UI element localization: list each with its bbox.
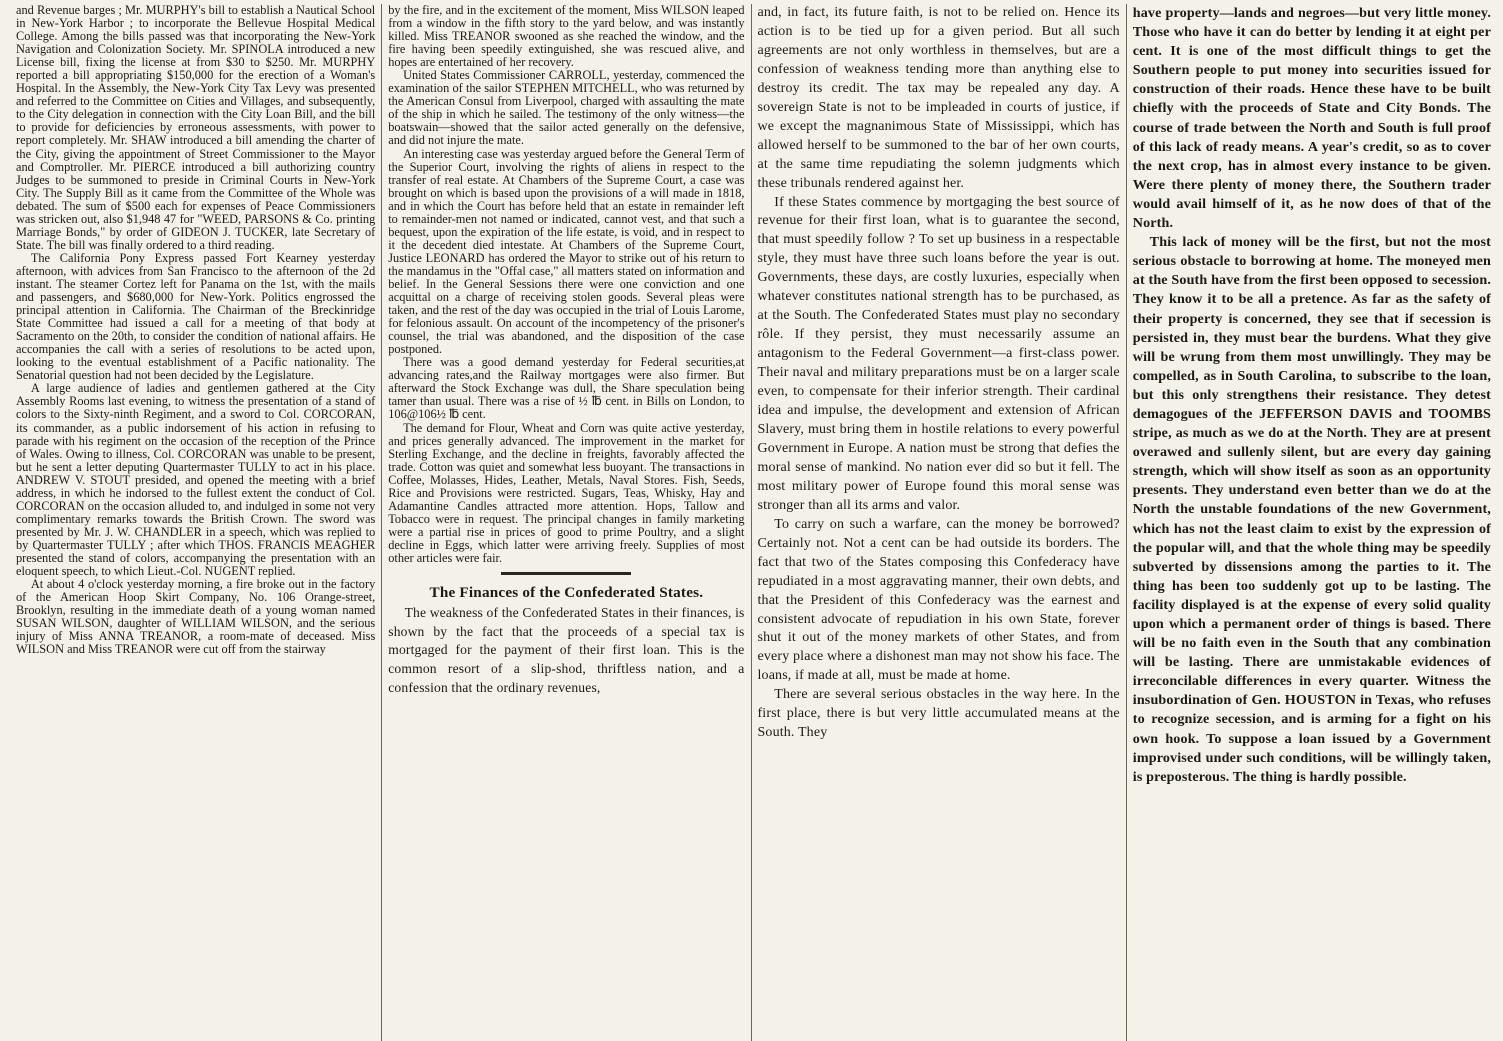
- column-4: [1126, 4, 1497, 1041]
- paragraph: At about 4 o'clock yesterday morning, a fire broke out in the factory of the American Hoop Skirt Company, No. 106 Orange-street, Brooklyn, resulting in the immediate death of a young woman named SUSAN WILSON, daughter of WILLIAM WILSON, and the serious injury of Miss ANNA TREANOR, a room-mate of deceased. Miss WILSON and Miss TREANOR were cut off from the stairway: [16, 577, 376, 657]
- column-2: [381, 4, 750, 1041]
- column-1: [10, 4, 381, 1041]
- paragraph: by the fire, and in the excitement of the moment, Miss WILSON leaped from a window in the fifth story to the yard below, and was instantly killed. Miss TREANOR swooned as she reached the window, and the fire having been speedily extinguished, she was rescued alive, and hopes are entertained of her recovery.: [388, 4, 745, 70]
- paragraph: An interesting case was yesterday argued before the General Term of the Superior Court, involving the rights of aliens in respect to the transfer of real estate. At Chambers of the Supreme Court, a case was brought on which is based upon the provisions of a will made in 1818, and in which the Court has before held that an estate in remainder left to remainder-men not named or indicated, cannot vest, and that such a bequest, upon the expiration of the life estate, is void, and in respect to it the decedent died intestate. At Chambers of the Supreme Court, Justice LEONARD has ordered the Mayor to strike out of his return to the mandamus in the "Offal case," all matters stated on information and belief. In the General Sessions there were one conviction and one acquittal on a charge of receiving stolen goods. Several pleas were taken, and the rest of the day was occupied in the trial of Louis Larome, for felonious assault. On account of the incompetency of the prisoner's counsel, the trial was abandoned, and the disposition of the case postponed.: [388, 146, 745, 357]
- paragraph: If these States commence by mortgaging the best source of revenue for their first loan, what is to guarantee the second, that must speedily follow ? To set up business in a respectable style, they must have three such loans before the year is out. Governments, these days, are costly luxuries, especially when whatever constitutes national strength has to be purchased, as at the South. The Confederated States must play no secondary rôle. If they persist, they must necessarily assume an antagonism to the Federal Government—a first-class power. Their naval and military preparations must be on a larger scale even, to compensate for their inferior strength. Their cardinal idea and impulse, the development and extension of African Slavery, must bring them in hostile relations to every powerful Government in Europe. A nation must be strong that defies the moral sense of mankind. No nation ever did so but it fell. The most military power of Europe found this moral sense was stronger than all its arms and valor.: [757, 194, 1120, 513]
- paragraph: The demand for Flour, Wheat and Corn was quite active yesterday, and prices generally advanced. The improvement in the market for Sterling Exchange, and the decline in freights, favorably affected the trade. Cotton was quiet and somewhat less buoyant. The transactions in Coffee, Molasses, Hides, Leather, Metals, Naval Stores. Fish, Seeds, Rice and Provisions were restricted. Sugars, Teas, Whisky, Hay and Adamantine Candles attracted more attention. Hops, Tallow and Tobacco were in request. The principal changes in family marketing were a partial rise in prices of good to prime Poultry, and a slight decline in Eggs, which latter were arriving freely. Supplies of most other articles were fair.: [388, 420, 745, 565]
- paragraph: There are several serious obstacles in the way here. In the first place, there is but very little accumulated means at the South. They: [757, 687, 1120, 741]
- paragraph: The California Pony Express passed Fort Kearney yesterday afternoon, with advices from San Francisco to the afternoon of the 2d instant. The steamer Cortez left for Panama on the 1st, with the mails and passengers, and $680,000 for New-York. Politics engrossed the principal attention in California. The Chairman of the Breckinridge State Committee had issued a call for a meeting of that body at Sacramento on the 20th, to consider the condition of national affairs. He accompanies the call with a series of resolutions to be acted upon, looking to the eventual establishment of a Pacific nationality. The Senatorial question had not been decided by the Legislature.: [16, 250, 376, 383]
- paragraph: and, in fact, its future faith, is not to be relied on. Hence its action is to be tied up for a given period. But all such agreements are not only worthless in themselves, but are a confession of weakness tending more than anything else to destroy its credit. The tax may be repealed any day. A sovereign State is not to be impleaded in courts of justice, if we except the magnanimous State of Mississippi, which has allowed herself to be summoned to the bar of her own courts, at the same time repudiating the solemn judgments which these tribunals rendered against her.: [757, 5, 1120, 191]
- paragraph: To carry on such a warfare, can the money be borrowed? Certainly not. Not a cent can be had outside its borders. The fact that two of the States composing this Confederacy have repudiated in a most aggravating manner, their own debts, and that the President of this Confederacy was the earnest and consistent advocate of repudiation in his own State, forever shut it out of the money markets of other States, and from every place where a dishonest man may not show his face. The loans, if made at all, must be made at home.: [757, 516, 1120, 684]
- paragraph: There was a good demand yesterday for Federal securities,at advancing rates,and the Railway mortgages were also firmer. But afterward the Stock Exchange was dull, the Share speculation being tamer than usual. There was a rise of ½ ℔ cent. in Bills on London, to 106@106½ ℔ cent.: [388, 355, 745, 422]
- paragraph: and Revenue barges ; Mr. MURPHY's bill to establish a Nautical School in New-York Harbor ; to incorporate the Bellevue Hospital Medical College. Among the bills passed was that incorporating the New-York Navigation and Colonization Society. Mr. SPINOLA introduced a new License bill, fixing the license at from $30 to $250. Mr. MURPHY reported a bill appropriating $150,000 for the erection of a Woman's Hospital. In the Assembly, the New-York City Tax Levy was presented and referred to the Committee on Cities and Villages, and subsequently, to the City delegation in connection with the City Loan Bill, and the bill to provide for deficiencies by erroneous assessments, with power to report completely. Mr. SHAW introduced a bill amending the charter of the City, giving the appointment of Street Commissioner to the Mayor and Comptroller. Mr. PIERCE introduced a bill authorizing country Judges to be summoned to preside in Criminal Courts in New-York City. The Supply Bill as it came from the Committee of the Whole was debated. The sum of $500 each for expenses of Peace Commissioners was stricken out, also $1,948 47 for "WEED, PARSONS & Co. printing Marriage Bonds," by order of GIDEON J. TUCKER, late Secretary of State. The bill was finally ordered to a third reading.: [16, 4, 376, 252]
- column-3: [751, 4, 1126, 1041]
- section-divider: [501, 572, 631, 575]
- paragraph: The weakness of the Confederated States in their finances, is shown by the fact that the proceeds of a special tax is mortgaged for the payment of their first loan. This is the common resort of a slip-shod, thriftless nation, and a confession that the ordinary revenues,: [388, 605, 745, 695]
- paragraph: United States Commissioner CARROLL, yesterday, commenced the examination of the sailor STEPHEN MITCHELL, who was returned by the American Consul from Liverpool, charged with assaulting the mate of the ship in which he sailed. The testimony of the only witness—the boatswain—showed that the sailor acted generally on the defensive, and did not injure the mate.: [388, 68, 745, 148]
- paragraph: This lack of money will be the first, but not the most serious obstacle to borrowing at home. The moneyed men at the South have from the first been opposed to secession. They know it to be all a pretence. As far as the safety of their property is concerned, they see that if secession is persisted in, they must bear the burdens. What they give will be wrung from them most unwillingly. They may be compelled, as in South Carolina, to subscribe to the loan, but this only strengthens their resistance. They detest demagogues of the JEFFERSON DAVIS and TOOMBS stripe, as much as we do at the North. They are at present overawed and sullenly silent, but are every day gaining strength, which will show itself as soon as an opportunity presents. They understand even better than we do at the North the unstable foundations of the new Government, which has not the least claim to exist by the expression of the popular will, and that the whole thing may be speedily subverted by dissensions among the parties to it. The thing has been too suddenly got up to be lasting. The facility displayed is at the expense of every solid quality upon which a permanent order of things is based. There will be no faith even in the South that any combination will be lasting. There are unmistakable evidences of irreconcilable differences in every quarter. Witness the insubordination of Gen. HOUSTON in Texas, who refuses to recognize secession, and is arming for a fight on his own hook. To suppose a loan issued by a Government improvised under such conditions, will be willingly taken, is preposterous. The thing is hardly possible.: [1132, 234, 1491, 785]
- paragraph: A large audience of ladies and gentlemen gathered at the City Assembly Rooms last evening, to witness the presentation of a stand of colors to the Sixty-ninth Regiment, and a sword to Col. CORCORAN, its commander, as a public indorsement of his action in refusing to parade with his regiment on the occasion of the reception of the Prince of Wales. Owing to illness, Col. CORCORAN was unable to be present, but he sent a letter deputing Quartermaster TULLY to act in his place. ANDREW V. STOUT presided, and opened the meeting with a brief address, in which he indorsed to the fullest extent the conduct of Col. CORCORAN on the occasion alluded to, and indulged in some not very complimentary remarks towards the British Crown. The sword was presented by Mr. J. W. CHANDLER in a speech, which was replied to by Quartermaster TULLY ; after which THOS. FRANCIS MEAGHER presented the stand of colors, accompanying the presentation with an eloquent speech, to which Lieut.-Col. NUGENT replied.: [16, 381, 376, 579]
- article-headline: The Finances of the Confederated States.: [429, 584, 704, 602]
- paragraph: have property—lands and negroes—but very little money. Those who have it can do better by lending it at eight per cent. It is one of the most difficult things to get the Southern people to put money into securities issued for construction of their roads. Hence these have to be built chiefly with the proceeds of State and City Bonds. The course of trade between the North and South is full proof of this lack of ready means. A year's credit, so as to cover the next crop, has in almost every instance to be given. Were there plenty of money there, the Southern trader would avail himself of it, as he now does of that of the North.: [1132, 5, 1491, 232]
